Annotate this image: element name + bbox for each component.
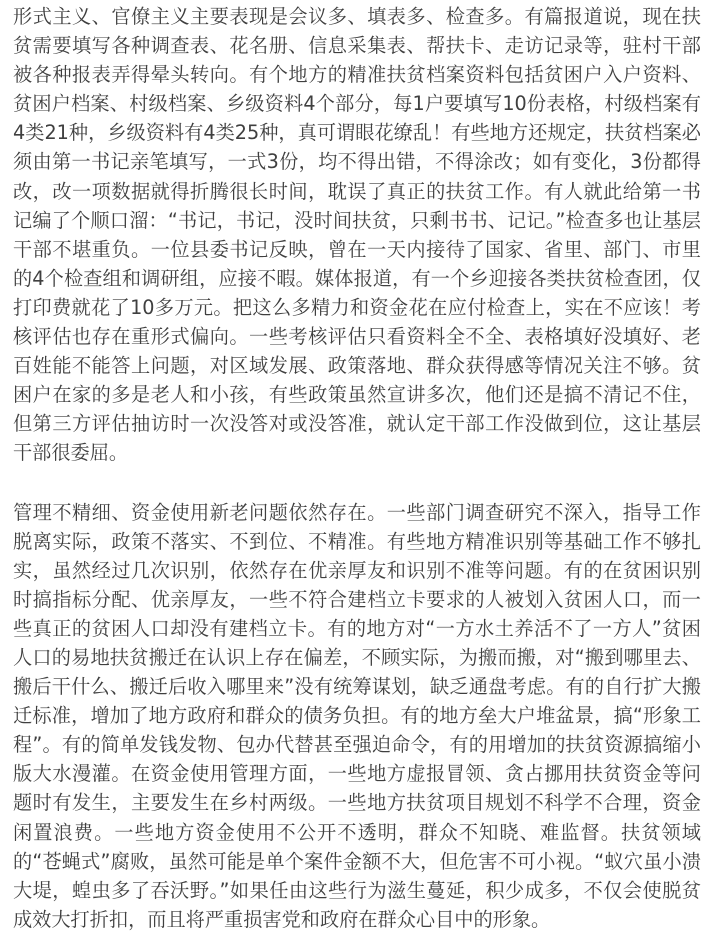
article-paragraph-1: 形式主义、官僚主义主要表现是会议多、填表多、检查多。有篇报道说，现在扶贫需要填写各种调查表、花名册、信息采集表、帮扶卡、走访记录等，驻村干部被各种报表弄得晕头转向。有个地方的精准扶贫档案资料包括贫困户入户资料、贫困户档案、村级档案、乡级资料4个部分，每1户要填写10份表格，村级档案有4类21种，乡级资料有4类25种，真可谓眼花缭乱！有些地方还规定，扶贫档案必须由第一书记亲笔填写，一式3份，均不得出错，不得涂改；如有变化，3份都得改，改一项数据就得折腾很长时间，耽误了真正的扶贫工作。有人就此给第一书记编了个顺口溜：“书记，书记，没时间扶贫，只剩书书、记记。”检查多也让基层干部不堪重负。一位县委书记反映，曾在一天内接待了国家、省里、部门、市里的4个检查组和调研组，应接不暇。媒体报道，有一个乡迎接各类扶贫检查团，仅打印费就花了10多万元。把这么多精力和资金花在应付检查上，实在不应该！考核评估也存在重形式偏向。一些考核评估只看资料全不全、表格填好没填好、老百姓能不能答上问题，对区域发展、政策落地、群众获得感等情况关注不够。贫困户在家的多是老人和小孩，有些政策虽然宣讲多次，他们还是搞不清记不住，但第三方评估抽访时一次没答对或没答准，就认定干部工作没做到位，这让基层干部很委屈。 — [13, 5, 701, 465]
paragraph-spacer — [13, 468, 711, 498]
article-paragraph-2: 管理不精细、资金使用新老问题依然存在。一些部门调查研究不深入，指导工作脱离实际，政策不落实、不到位、不精准。有些地方精准识别等基础工作不够扎实，虽然经过几次识别，依然存在优亲厚友和识别不准等问题。有的在贫困识别时搞指标分配、优亲厚友，一些不符合建档立卡要求的人被划入贫困人口，而一些真正的贫困人口却没有建档立卡。有的地方对“一方水土养活不了一方人”贫困人口的易地扶贫搬迁在认识上存在偏差，不顾实际，为搬而搬，对“搬到哪里去、搬后干什么、搬迁后收入哪里来”没有统筹谋划，缺乏通盘考虑。有的自行扩大搬迁标准，增加了地方政府和群众的债务负担。有的地方垒大户堆盆景，搞“形象工程”。有的简单发钱发物、包办代替甚至强迫命令，有的用增加的扶贫资源搞缩小版大水漫灌。在资金使用管理方面，一些地方虚报冒领、贪占挪用扶贫资金等问题时有发生，主要发生在乡村两级。一些地方扶贫项目规划不科学不合理，资金闲置浪费。一些地方资金使用不公开不透明，群众不知晓、难监督。扶贫领域的“苍蝇式”腐败，虽然可能是单个案件金额不大，但危害不可小视。“蚁穴虽小溃大堤，蝗虫多了吞沃野。”如果任由这些行为滋生蔓延，积少成多，不仅会使脱贫成效大打折扣，而且将严重损害党和政府在群众心目中的形象。 — [13, 500, 701, 931]
